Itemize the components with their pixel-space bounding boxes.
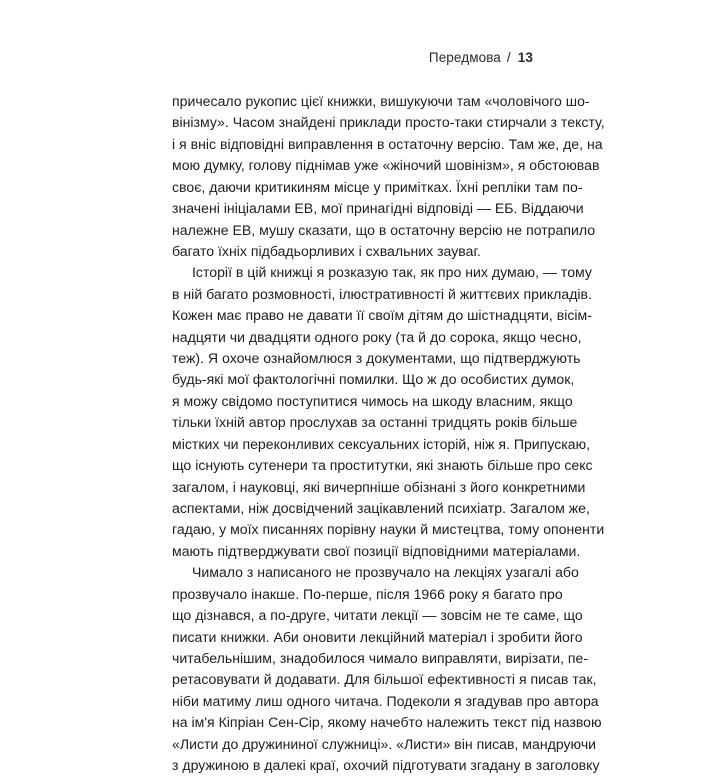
text-line: що дізнався, а по-друге, читати лекції — зовсім не те саме, що [172, 607, 583, 624]
text-line: «Листи до дружининої служниці». «Листи» він писав, мандруючи [172, 735, 597, 752]
text-line: будь-які мої фактологічні помилки. Що ж до особистих думок, [172, 371, 575, 388]
text-line: загалом, і науковці, які вичерпніше обізнані з його конкретними [172, 478, 586, 495]
text-line: причесало рукопис цієї книжки, вишукуючи там «чоловічого шо- [172, 93, 590, 109]
text-line: теж). Я охоче ознайомлюся з документами, що підтверджують [172, 350, 581, 367]
text-line: тільки їхній автор прослухав за останні тридцять років більше [172, 414, 578, 431]
body-text [172, 91, 605, 777]
running-head [429, 50, 533, 65]
text-line: Історії в цій книжці я розказую так, як про них думаю, — тому [192, 264, 592, 281]
text-line: писати книжки. Аби оновити лекційний матеріал і зробити його [172, 628, 583, 645]
text-line: на ім'я Кіпріан Сен-Сір, якому начебто належить текст під назвою [172, 714, 602, 731]
paragraph [172, 562, 602, 776]
text-line: аспектами, ніж досвідчений зацікавлений психіатр. Загалом же, [172, 500, 590, 517]
paragraph [172, 91, 605, 262]
text-line: значені ініціалами ЕВ, мої принагідні відповіді — ЕБ. Віддаючи [172, 200, 584, 217]
text-line: і я вніс відповідні виправлення в остаточну версію. Там же, де, на [172, 135, 603, 152]
text-line: гадаю, у моїх писаннях порівну науки й мистецтва, тому опоненти [172, 521, 605, 538]
text-line: ніби матиму лиш одного читача. Подеколи я згадував про автора [172, 692, 599, 709]
text-line: Кожен має право не давати її своїм дітям до шістнадцяти, вісім- [172, 307, 592, 324]
text-line: вінізму». Часом знайдені приклади просто-таки стирчали з тексту, [172, 114, 605, 131]
text-line: в ній багато розмовності, ілюстративності й життєвих прикладів. [172, 285, 592, 302]
text-line: прозвучало інакше. По-перше, після 1966 року я багато про [172, 585, 563, 602]
text-line: що існують сутенери та проститутки, які знають більше про секс [172, 457, 593, 474]
text-line: багато їхніх підбадьорливих і схвальних зауваг. [172, 242, 481, 259]
text-line: належне ЕВ, мушу сказати, що в остаточну версію не потрапило [172, 221, 596, 238]
header-separator: / [506, 50, 511, 65]
paragraph [172, 262, 605, 562]
text-line: мають підтверджувати свої позиції відповідними матеріалами. [172, 542, 581, 559]
text-line: містких чи переконливих сексуальних історій, ніж я. Припускаю, [172, 435, 591, 452]
text-line: надцяти чи двадцяти одного року (та й до сорока, якщо чесно, [172, 328, 582, 345]
text-line: з дружиною в далекі краї, охочий підготувати згадану в заголовку [172, 757, 600, 774]
text-line: Чимало з написаного не прозвучало на лекціях узагалі або [192, 564, 579, 581]
section-title: Передмова [428, 50, 501, 65]
text-line: мою думку, голову піднімав уже «жіночий шовінізм», я обстоював [172, 157, 600, 174]
text-line: своє, даючи критикиням місце у примітках. Їхні репліки там по- [172, 178, 583, 195]
text-line: ретасовувати й додавати. Для більшої ефективності я писав так, [172, 671, 597, 688]
page-number: 13 [517, 50, 533, 65]
text-line: я можу свідомо поступитися чимось на шкоду власним, якщо [172, 392, 573, 409]
text-line: читабельнішим, знадобилося чимало виправляти, вирізати, пе- [172, 649, 589, 666]
